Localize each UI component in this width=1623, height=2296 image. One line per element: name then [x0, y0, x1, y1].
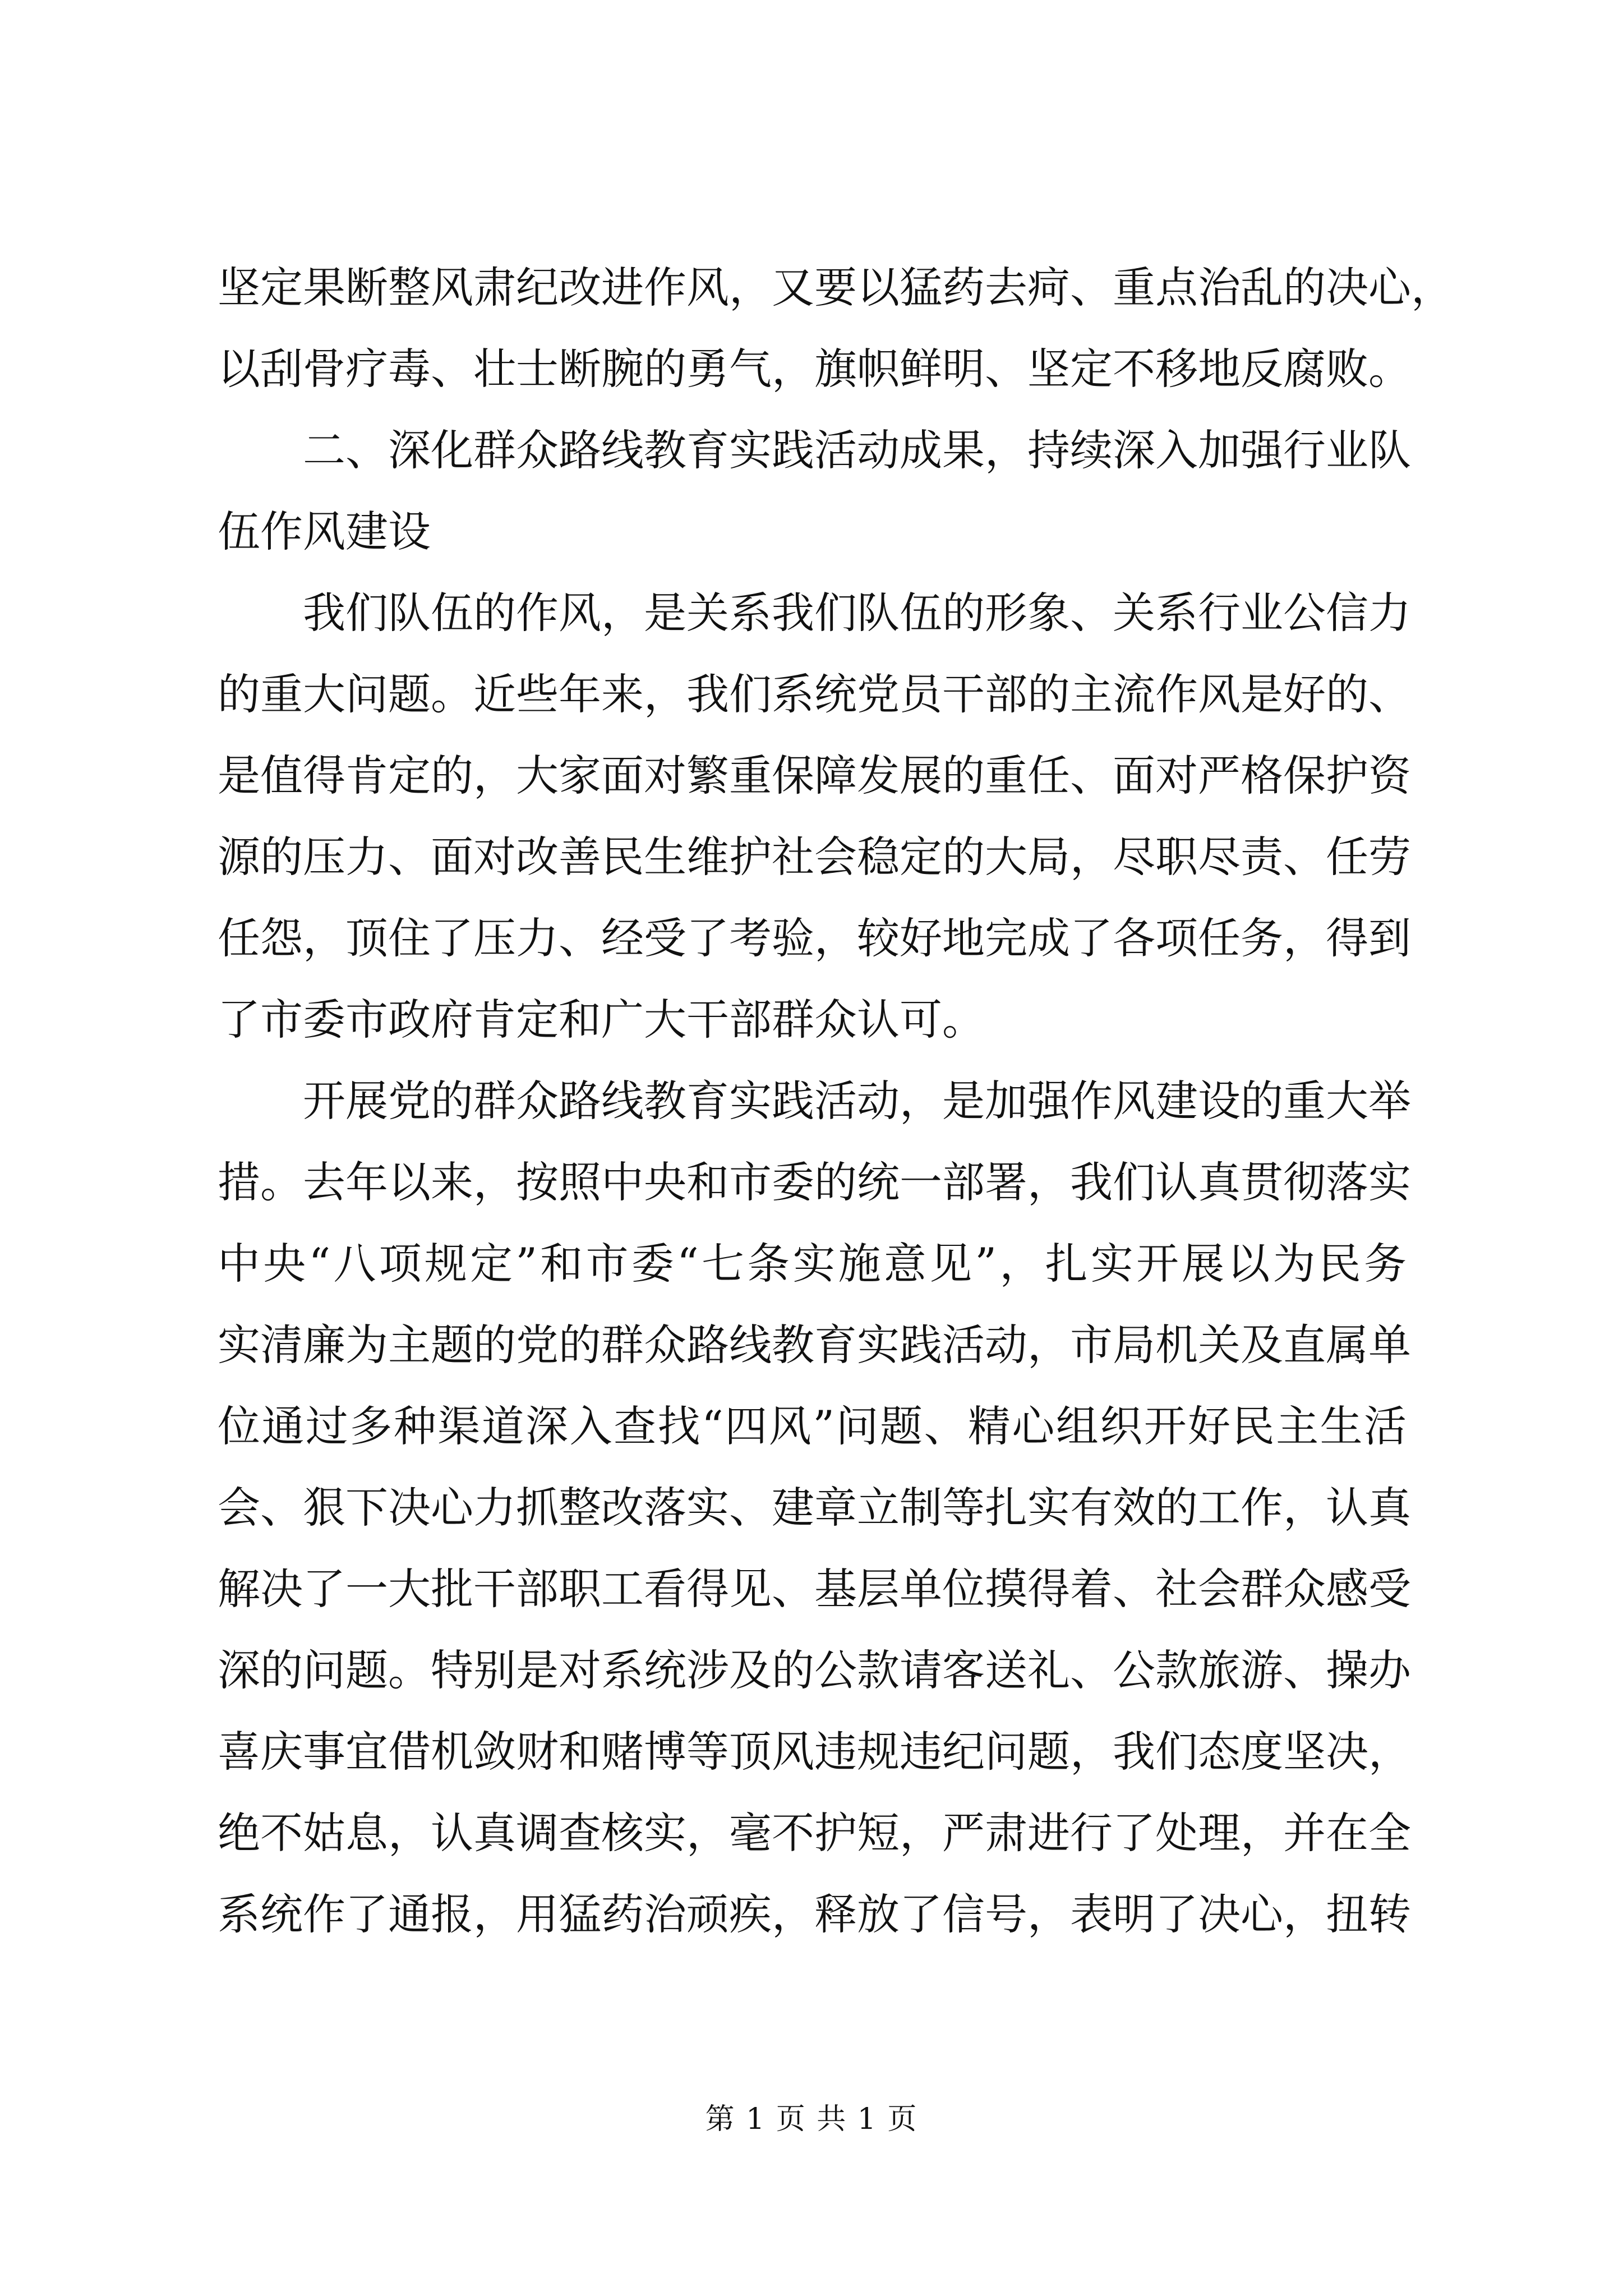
text-line: 解决了一大批干部职工看得见、基层单位摸得着、社会群众感受	[218, 1564, 1411, 1614]
text-line: 实清廉为主题的党的群众路线教育实践活动，市局机关及直属单	[218, 1320, 1411, 1370]
text-line: 位通过多种渠道深入查找“四风”问题、精心组织开好民主生活	[218, 1401, 1407, 1451]
text-line: 喜庆事宜借机敛财和赌博等顶风违规违纪问题，我们态度坚决，	[218, 1727, 1411, 1777]
text-line: 我们队伍的作风，是关系我们队伍的形象、关系行业公信力	[303, 588, 1411, 638]
text-line: 措。去年以来，按照中央和市委的统一部署，我们认真贯彻落实	[218, 1157, 1411, 1207]
text-line: 会、狠下决心力抓整改落实、建章立制等扎实有效的工作，认真	[218, 1483, 1411, 1533]
text-line: 坚定果断整风肃纪改进作风，又要以猛药去疴、重点治乱的决心，	[218, 263, 1454, 312]
text-line: 绝不姑息，认真调查核实，毫不护短，严肃进行了处理，并在全	[218, 1808, 1411, 1858]
text-line: 以刮骨疗毒、壮士断腕的勇气，旗帜鲜明、坚定不移地反腐败。	[218, 344, 1411, 394]
section-heading-line: 二、深化群众路线教育实践活动成果，持续深入加强行业队	[303, 425, 1411, 475]
text-line: 深的问题。特别是对系统涉及的公款请客送礼、公款旅游、操办	[218, 1645, 1411, 1695]
text-line: 的重大问题。近些年来，我们系统党员干部的主流作风是好的、	[218, 669, 1411, 719]
text-line: 了市委市政府肯定和广大干部群众认可。	[218, 995, 985, 1045]
text-line: 源的压力、面对改善民生维护社会稳定的大局，尽职尽责、任劳	[218, 832, 1411, 882]
section-heading-line: 伍作风建设	[218, 507, 431, 556]
page-footer: 第 1 页 共 1 页	[705, 2102, 918, 2136]
text-line: 任怨，顶住了压力、经受了考验，较好地完成了各项任务，得到	[218, 913, 1411, 963]
text-line: 中央“八项规定”和市委“七条实施意见”，扎实开展以为民务	[218, 1239, 1407, 1289]
text-line: 开展党的群众路线教育实践活动，是加强作风建设的重大举	[303, 1076, 1411, 1126]
text-line: 系统作了通报，用猛药治顽疾，释放了信号，表明了决心，扭转	[218, 1889, 1411, 1939]
text-line: 是值得肯定的，大家面对繁重保障发展的重任、面对严格保护资	[218, 751, 1411, 800]
document-body	[218, 247, 1454, 1955]
